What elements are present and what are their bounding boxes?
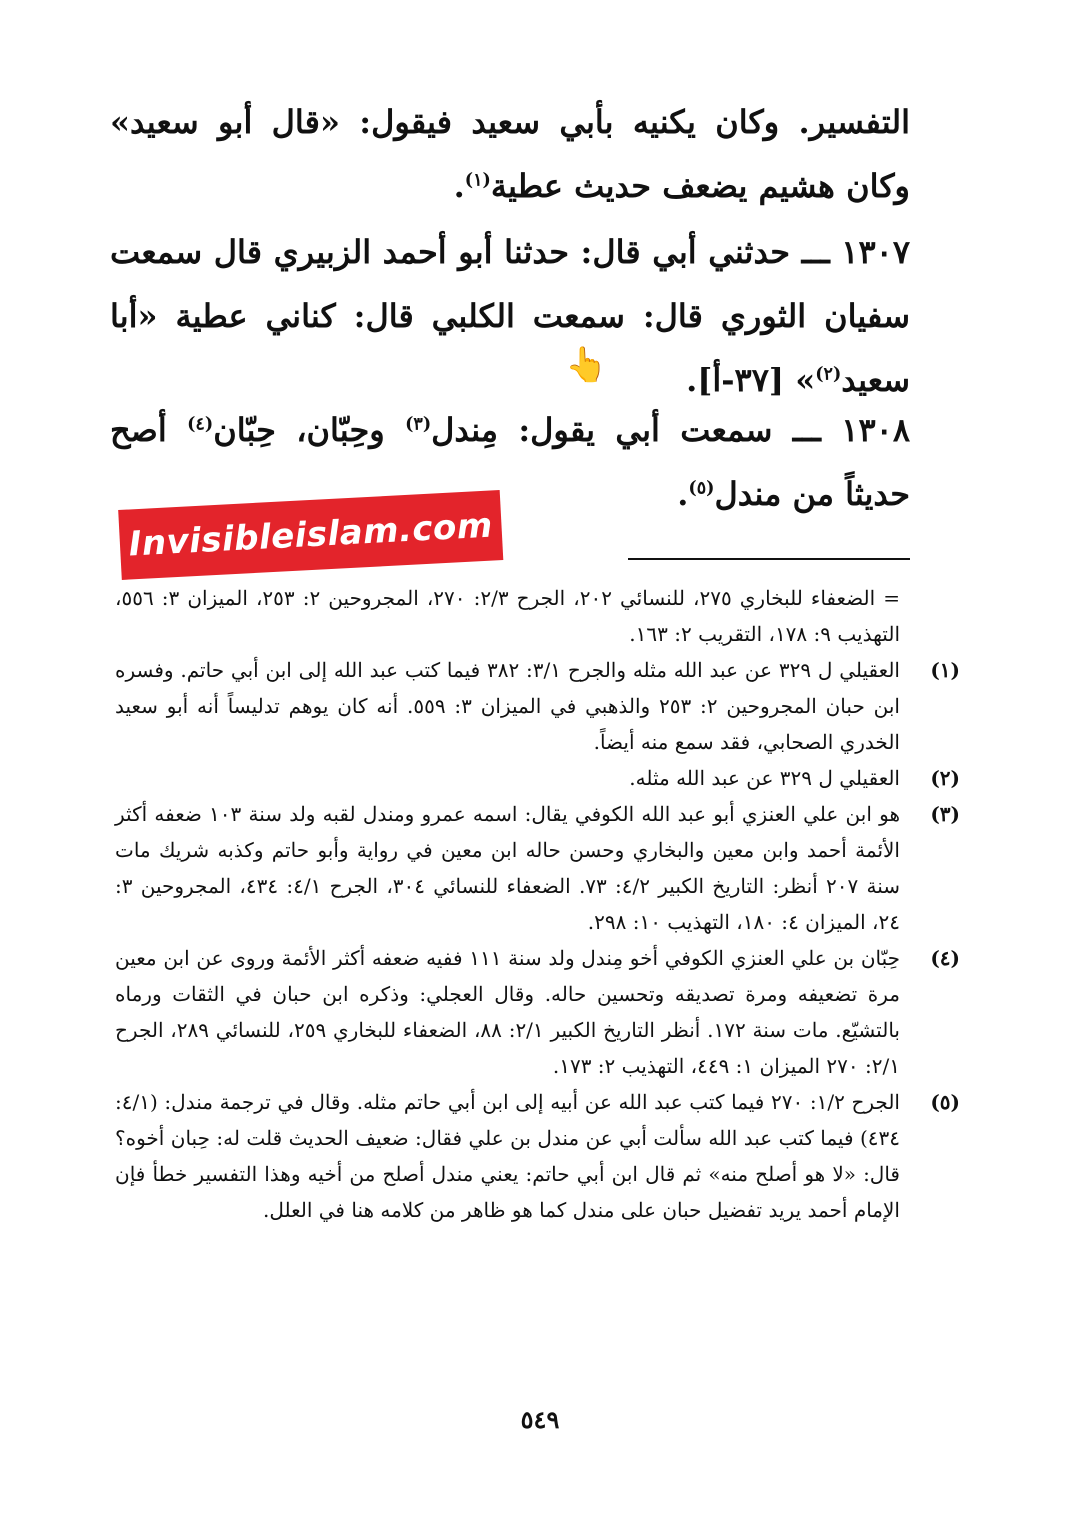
narration-number: ١٣٠٧	[841, 233, 911, 271]
narration-text: حدثني أبي قال: حدثنا أبو أحمد الزبيري قال سمعت سفيان الثوري قال: سمعت الكلبي قال: كناني عطية «أبا سعيد	[110, 233, 910, 399]
footnote-marker: (١)	[930, 658, 960, 682]
footnote-ref[interactable]: (٢)	[815, 363, 842, 385]
narration-number: ١٣٠٨	[841, 411, 911, 449]
narration-dash: ـــ	[772, 411, 842, 449]
footnote-marker: (٤)	[930, 946, 960, 970]
footnote-marker: (٥)	[930, 1090, 960, 1114]
footnote-3	[115, 796, 960, 940]
footnote-1	[115, 652, 960, 760]
footnote-ref[interactable]: (٤)	[187, 413, 214, 435]
watermark-banner: Invisibleislam.com	[118, 490, 503, 580]
footnote-ref[interactable]: (٣)	[405, 413, 432, 435]
narration-text-c: أصح حديثاً من مندل	[110, 411, 910, 513]
footnote-text: الجرح ١/٢: ٢٧٠ فيما كتب عبد الله عن أبيه إلى ابن أبي حاتم مثله. وقال في ترجمة مندل: (٤/١: ٤٣٤) فيما كتب عبد الله سألت أبي عن مندل بن علي فقال: ضعيف الحديث قلت له: حِبان أخوه؟ قال: «لا هو أصلح منه» ثم قال ابن أبي حاتم: يعني مندل أصلح من أخيه وهذا التفسير خطأ فإن الإمام أحمد يريد تفضيل حبان على مندل كما هو ظاهر من كلامه هنا في العلل.	[115, 1090, 900, 1222]
footnote-text: = الضعفاء للبخاري ٢٧٥، للنسائي ٢٠٢، الجرح ٢/٣: ٢٧٠، المجروحين ٢: ٢٥٣، الميزان ٣: ٥٥٦، التهذيب ٩: ١٧٨، التقريب ٢: ١٦٣.	[115, 586, 901, 646]
footnote-2	[115, 760, 960, 796]
footnote-text: هو ابن علي العنزي أبو عبد الله الكوفي يقال: اسمه عمرو ومندل لقبه ولد سنة ١٠٣ ضعفه أكثر الأئمة أحمد وابن معين والبخاري وحسن حاله ابن معين في رواية وأبو حاتم وكذبه شريك مات سنة ٢٠٧ أنظر: التاريخ الكبير ٤/٢: ٧٣. الضعفاء للنسائي ٣٠٤، الجرح ٤/١: ٤٣٤، المجروحين ٣: ٢٤، الميزان ٤: ١٨٠، التهذيب ١٠: ٢٩٨.	[115, 802, 900, 934]
footnote-5	[115, 1084, 960, 1228]
footnote-ref[interactable]: (٥)	[688, 477, 715, 499]
page-number: ٥٤٩	[520, 1405, 560, 1434]
paragraph-text: التفسير. وكان يكنيه بأبي سعيد فيقول: «قال أبو سعيد» وكان هشيم يضعف حديث عطية	[110, 103, 910, 205]
footnote-text: العقيلي ل ٣٢٩ عن عبد الله مثله والجرح ٣/١: ٣٨٢ فيما كتب عبد الله إلى ابن أبي حاتم. وفسره ابن حبان المجروحين ٢: ٢٥٣ والذهبي في الميزان ٣: ٥٥٩. أنه كان يوهم تدليساً أنه أبو سعيد الخدري الصحابي، فقد سمع منه أيضاً.	[115, 658, 900, 754]
footnote-marker: (٢)	[930, 766, 960, 790]
footnote-marker: (٣)	[930, 802, 960, 826]
footnote-divider	[628, 558, 910, 560]
paragraph-end: .	[453, 167, 465, 205]
narration-end: » [٣٧-أ].	[686, 361, 816, 399]
footnote-ref[interactable]: (١)	[464, 169, 491, 191]
narration-text-a: سمعت أبي يقول: مِندل	[431, 411, 773, 449]
paragraph-continuation	[110, 90, 910, 218]
pointing-hand-icon: 👆	[565, 345, 608, 385]
narration-dash: ـــ	[790, 233, 842, 271]
footnote-text: العقيلي ل ٣٢٩ عن عبد الله مثله.	[629, 766, 900, 790]
footnote-4	[115, 940, 960, 1084]
footnote-text: حِبّان بن علي العنزي الكوفي أخو مِندل ولد سنة ١١١ ففيه ضعفه أكثر الأئمة وروى عن ابن معين مرة تضعيفه ومرة تصديقه وتحسين حاله. وقال العجلي: وذكره ابن حبان في الثقات ورماه بالتشيّع. مات سنة ١٧٢. أنظر التاريخ الكبير ٢/١: ٨٨، الضعفاء للبخاري ٢٥٩، للنسائي ٢٨٩، الجرح ٢/١: ٢٧٠ الميزان ١: ٤٤٩، التهذيب ٢: ١٧٣.	[115, 946, 901, 1078]
footnote-continuation	[115, 580, 960, 652]
narration-1307	[110, 220, 910, 412]
narration-text-b: وحِبّان، حِبّان	[213, 411, 406, 449]
narration-end: .	[677, 475, 689, 513]
footnotes	[115, 580, 960, 1228]
